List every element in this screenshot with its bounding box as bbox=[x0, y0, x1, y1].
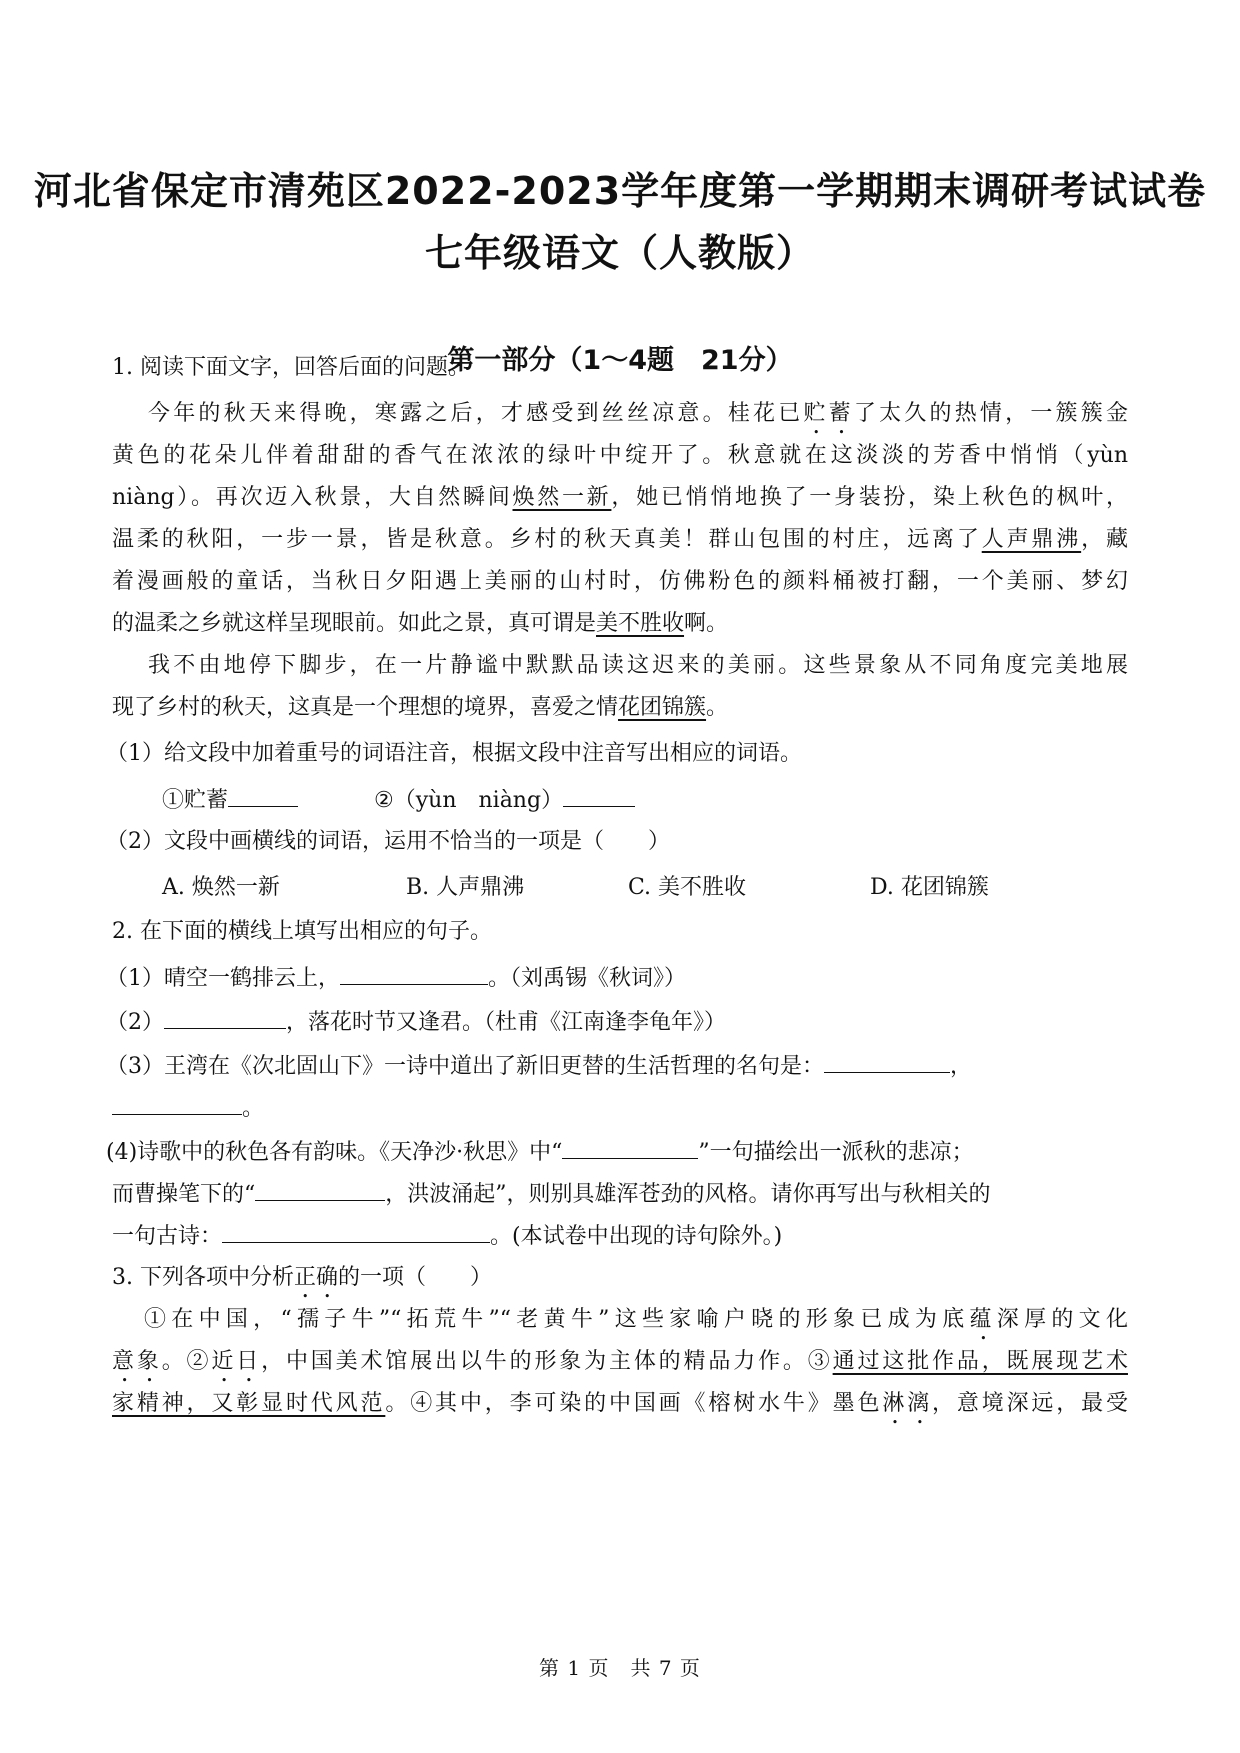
q3-passage-line: 家精神，又彰显时代风范。④其中，李可染的中国画《榕树水牛》墨色淋漓，意境深远，最受 bbox=[112, 1391, 1128, 1416]
q2-item-1: （1）晴空一鹤排云上， 。（刘禹锡《秋词》） bbox=[106, 960, 1122, 995]
emphasized-word: 贮蓄 bbox=[803, 401, 854, 426]
exam-title: 河北省保定市清苑区2022-2023学年度第一学期期末调研考试试卷 bbox=[33, 169, 1207, 213]
underlined-word: 焕然一新 bbox=[512, 485, 612, 510]
answer-blank[interactable] bbox=[112, 1090, 242, 1115]
q1-passage-line: 我不由地停下脚步，在一片静谧中默默品读这迟来的美丽。这些景象从不同角度完美地展 bbox=[148, 653, 1128, 678]
answer-blank[interactable] bbox=[164, 1004, 286, 1029]
underlined-word: 美不胜收 bbox=[596, 611, 685, 636]
underlined-word: 人声鼎沸 bbox=[981, 527, 1082, 552]
exam-subtitle: 七年级语文（人教版） bbox=[424, 231, 815, 275]
answer-blank[interactable] bbox=[222, 1218, 490, 1243]
q2-stem: 2. 在下面的横线上填写出相应的句子。 bbox=[112, 919, 492, 944]
q1-passage-line: 着漫画般的童话，当秋日夕阳遇上美丽的山村时，仿佛粉色的颜料桶被打翻，一个美丽、梦幻 bbox=[112, 569, 1128, 594]
q1-subquestion-2: （2）文段中画横线的词语，运用不恰当的一项是（ ） bbox=[106, 829, 670, 854]
answer-blank[interactable] bbox=[228, 782, 298, 807]
q1-passage-line: 的温柔之乡就这样呈现眼前。如此之景，真可谓是美不胜收啊。 bbox=[112, 611, 729, 636]
section-heading: 第一部分（1～4题 21分） bbox=[447, 345, 793, 376]
option-d[interactable]: D. 花团锦簇 bbox=[870, 875, 989, 900]
answer-blank[interactable] bbox=[824, 1048, 950, 1073]
q2-item-2: （2） ，落花时节又逢君。（杜甫《江南逢李龟年》） bbox=[106, 1004, 1122, 1039]
underlined-word: 花团锦簇 bbox=[618, 695, 707, 720]
q2-item-4-cont: 一句古诗： 。(本试卷中出现的诗句除外。) bbox=[112, 1218, 1128, 1253]
option-b[interactable]: B. 人声鼎沸 bbox=[406, 875, 525, 900]
emphasized-word: 淋漓 bbox=[882, 1391, 933, 1416]
q3-passage-line: ①在中国，“孺子牛”“拓荒牛”“老黄牛”这些家喻户晓的形象已成为底蕴深厚的文化 bbox=[144, 1307, 1128, 1332]
q2-item-3: （3）王湾在《次北固山下》一诗中道出了新旧更替的生活哲理的名句是： ， bbox=[106, 1048, 1122, 1083]
q1-passage-line: 今年的秋天来得晚，寒露之后，才感受到丝丝凉意。桂花已贮蓄了太久的热情，一簇簇金 bbox=[148, 401, 1128, 426]
q2-item-4: (4)诗歌中的秋色各有韵味。《天净沙·秋思》中“ ”一句描绘出一派秋的悲凉； bbox=[106, 1134, 1122, 1169]
q1-passage-line: niàng）。再次迈入秋景，大自然瞬间焕然一新，她已悄悄地换了一身装扮，染上秋色的枫叶， bbox=[112, 485, 1128, 510]
emphasized-word: 意象 bbox=[112, 1349, 162, 1374]
q1-subquestion-1: （1）给文段中加着重号的词语注音，根据文段中注音写出相应的词语。 bbox=[106, 741, 802, 766]
answer-blank[interactable] bbox=[562, 1134, 698, 1159]
answer-blank[interactable] bbox=[563, 782, 635, 807]
underlined-sentence: 通过这批作品，既展现艺术 bbox=[832, 1349, 1128, 1374]
q1-stem: 1. 阅读下面文字，回答后面的问题。 bbox=[112, 355, 470, 380]
emphasized-word: 蕴 bbox=[969, 1307, 997, 1332]
q1-sub1-item-a: ①贮蓄 bbox=[162, 782, 298, 817]
q1-sub1-item-b: ②（yùn niàng） bbox=[374, 782, 635, 817]
underlined-sentence: 家精神，又彰显时代风范 bbox=[112, 1391, 386, 1416]
q2-item-3-cont: 。 bbox=[112, 1090, 1128, 1125]
emphasized-word: 近日 bbox=[211, 1349, 262, 1374]
q1-passage-line: 温柔的秋阳，一步一景，皆是秋意。乡村的秋天真美！群山包围的村庄，远离了人声鼎沸，藏 bbox=[112, 527, 1128, 552]
q1-passage-line: 现了乡村的秋天，这真是一个理想的境界，喜爱之情花团锦簇。 bbox=[112, 695, 729, 720]
emphasized-word: 正确 bbox=[293, 1265, 338, 1290]
q3-passage-line: 意象。②近日，中国美术馆展出以牛的形象为主体的精品力作。③通过这批作品，既展现艺术 bbox=[112, 1349, 1128, 1374]
q1-passage-line: 黄色的花朵儿伴着甜甜的香气在浓浓的绿叶中绽开了。秋意就在这淡淡的芳香中悄悄（yùn bbox=[112, 443, 1128, 468]
answer-blank[interactable] bbox=[255, 1176, 385, 1201]
option-c[interactable]: C. 美不胜收 bbox=[628, 875, 747, 900]
q3-stem: 3. 下列各项中分析正确的一项（ ） bbox=[112, 1265, 493, 1290]
q2-item-4-cont: 而曹操笔下的“ ，洪波涌起”，则别具雄浑苍劲的风格。请你再写出与秋相关的 bbox=[112, 1176, 1128, 1211]
answer-blank[interactable] bbox=[340, 960, 488, 985]
option-a[interactable]: A. 焕然一新 bbox=[162, 875, 280, 900]
page-number: 第 1 页 共 7 页 bbox=[539, 1656, 701, 1680]
